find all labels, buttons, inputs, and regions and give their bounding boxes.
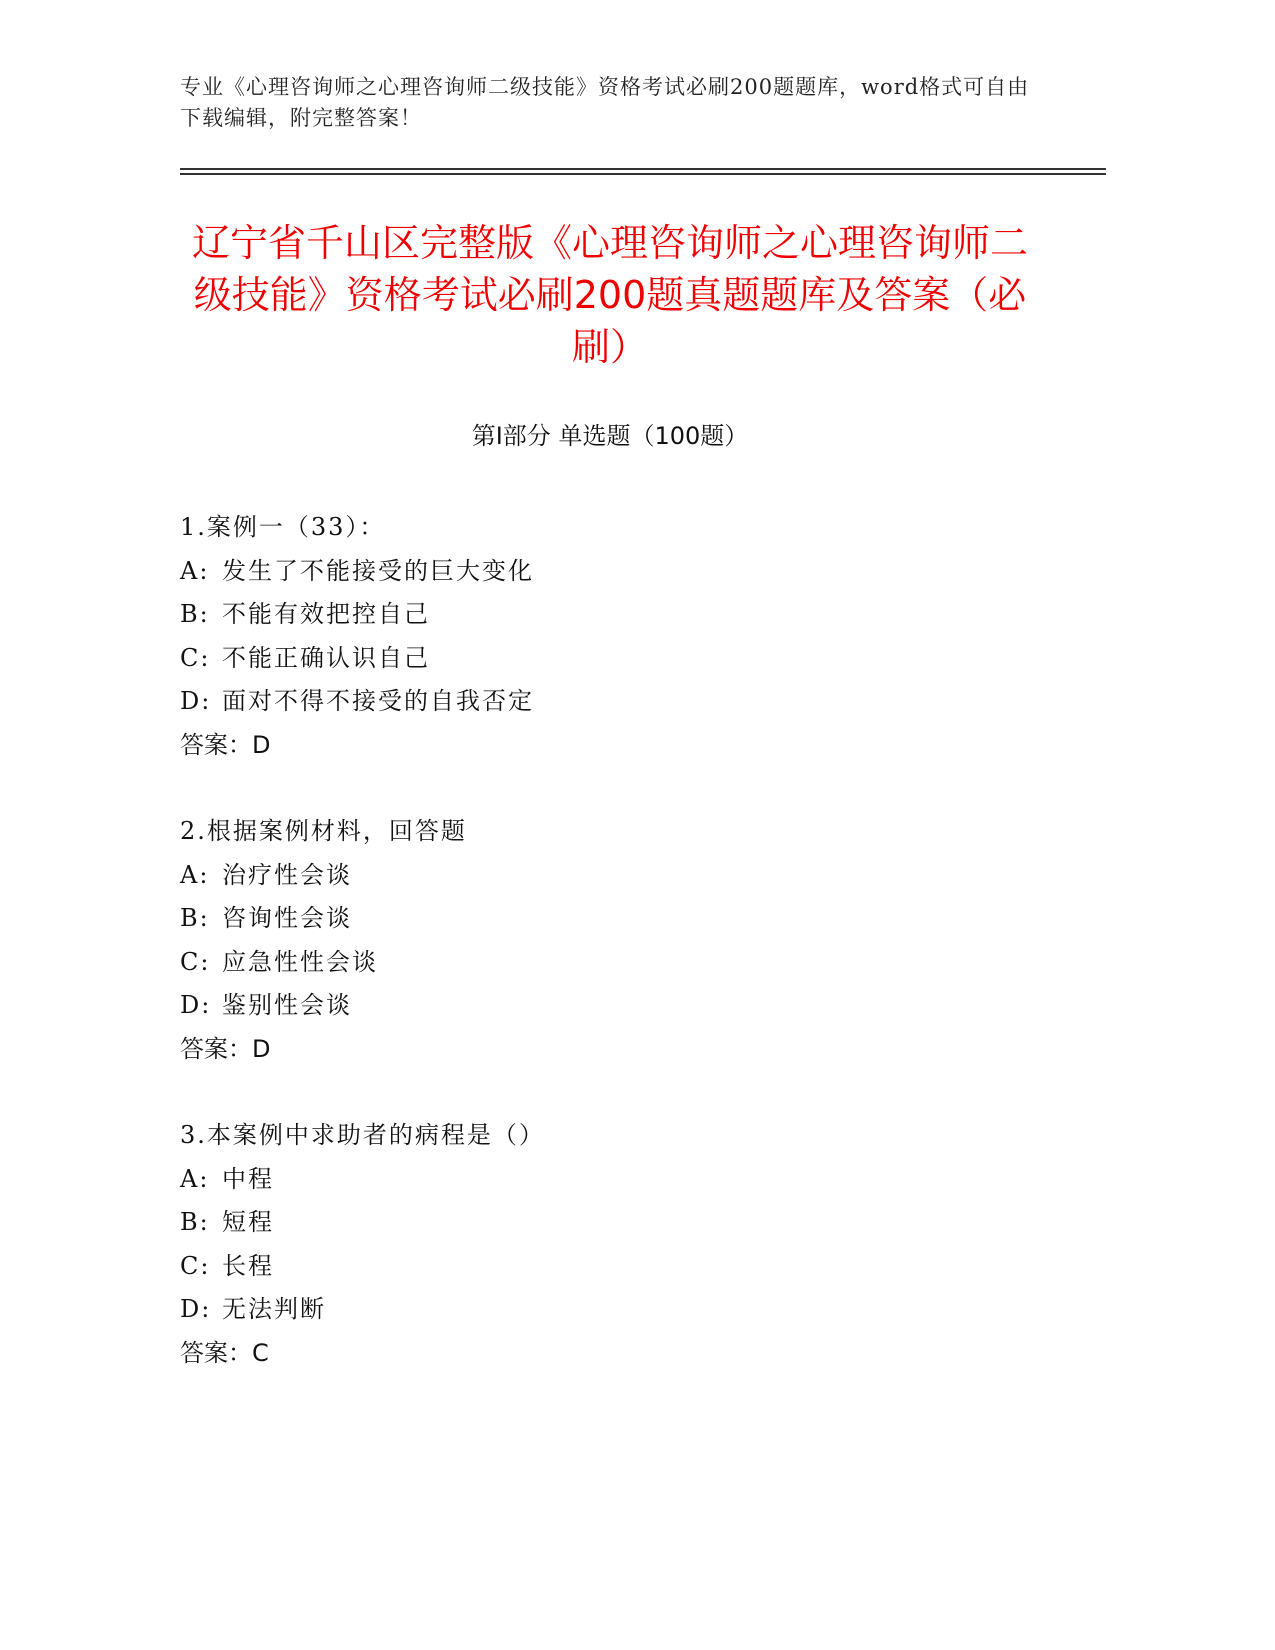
answer-line (180, 1332, 1080, 1376)
option-label: C: (180, 947, 211, 976)
option-label: D: (180, 991, 212, 1019)
option-b (180, 897, 1080, 941)
question-3 (180, 1114, 1080, 1375)
option-text: 咨询性会谈 (222, 904, 352, 932)
option-d (180, 680, 1080, 724)
option-text: 中程 (222, 1164, 274, 1193)
option-label: D: (180, 1295, 212, 1323)
option-c (180, 941, 1080, 985)
document-title: 辽宁省千山区完整版《心理咨询师之心理咨询师二级技能》资格考试必刷200题真题题库及答案（必刷） (191, 221, 1028, 369)
option-text: 无法判断 (222, 1295, 326, 1323)
answer-value: C (252, 1338, 269, 1367)
header-divider-bottom (180, 173, 1106, 175)
option-b (180, 593, 1080, 637)
option-label: B: (180, 904, 210, 932)
answer-prefix: 答案： (180, 1338, 252, 1367)
option-c (180, 637, 1080, 681)
section-title: 第Ⅰ部分 单选题（100题） (471, 422, 749, 450)
option-text: 应急性性会谈 (222, 947, 378, 976)
question-stem: 2.根据案例材料，回答题 (180, 817, 467, 845)
header-note: 专业《心理咨询师之心理咨询师二级技能》资格考试必刷200题题库，word格式可自由下载编辑，附完整答案！ (180, 75, 1030, 130)
option-c (180, 1245, 1080, 1289)
option-label: D: (180, 687, 212, 715)
answer-value: D (252, 730, 271, 759)
option-b (180, 1201, 1080, 1245)
option-text: 不能正确认识自己 (222, 643, 430, 672)
option-text: 鉴别性会谈 (222, 991, 352, 1019)
answer-value: D (252, 1034, 271, 1063)
answer-prefix: 答案： (180, 1034, 252, 1063)
option-text: 不能有效把控自己 (222, 600, 430, 628)
option-d (180, 984, 1080, 1028)
header-divider-top (180, 168, 1106, 170)
option-a (180, 854, 1080, 898)
answer-line (180, 1028, 1080, 1072)
question-1 (180, 506, 1080, 767)
question-stem: 3.本案例中求助者的病程是（） (180, 1121, 545, 1149)
option-label: C: (180, 1251, 211, 1280)
option-text: 发生了不能接受的巨大变化 (222, 556, 534, 585)
question-stem: 1.案例一（33）： (180, 513, 386, 541)
option-text: 长程 (222, 1251, 274, 1280)
option-text: 短程 (222, 1208, 274, 1236)
question-2 (180, 810, 1080, 1071)
option-label: B: (180, 600, 210, 628)
question-list (180, 506, 1080, 1418)
option-d (180, 1288, 1080, 1332)
option-text: 面对不得不接受的自我否定 (222, 687, 534, 715)
option-label: B: (180, 1208, 210, 1236)
option-text: 治疗性会谈 (222, 860, 352, 889)
option-label: A: (180, 556, 210, 585)
answer-prefix: 答案： (180, 730, 252, 759)
option-a (180, 1158, 1080, 1202)
answer-line (180, 724, 1080, 768)
option-label: A: (180, 1164, 210, 1193)
option-label: A: (180, 860, 210, 889)
option-label: C: (180, 643, 211, 672)
option-a (180, 550, 1080, 594)
